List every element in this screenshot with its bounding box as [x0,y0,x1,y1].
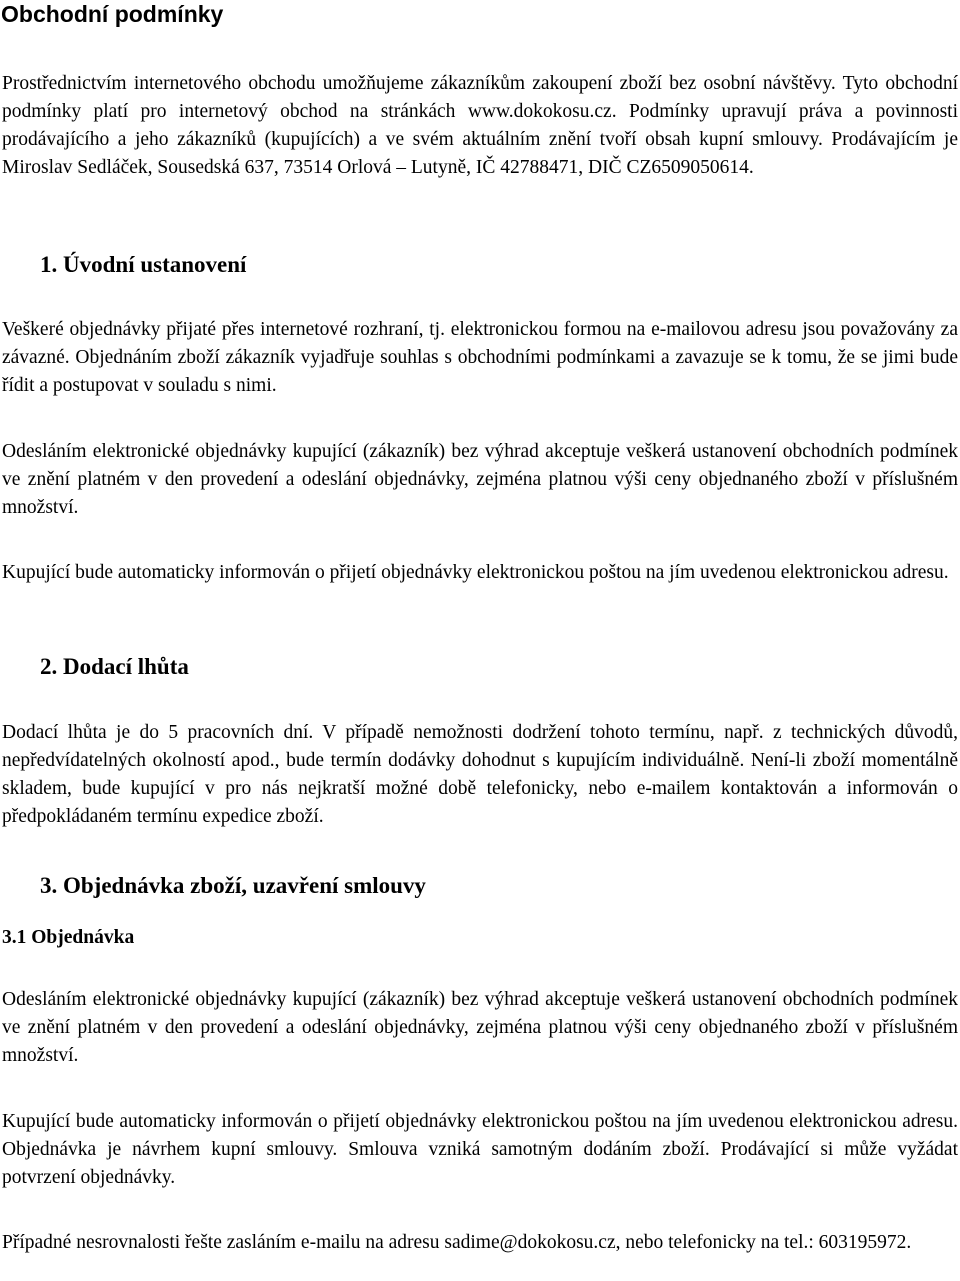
section-number: 1. [40,252,58,277]
section-number: 2. [40,654,58,679]
section-number: 3. [40,873,58,898]
section-3-paragraph-2: Kupující bude automaticky informován o přijetí objednávky elektronickou poštou na jím uvedenou elektronickou adresu. Objednávka je návrhem kupní smlouvy. Smlouva vzniká samotným dodáním zboží. Prodávající si může vyžádat potvrzení objednávky. [2,1111,958,1188]
section-1-paragraph-3: Kupující bude automaticky informován o přijetí objednávky elektronickou poštou na jím uvedenou elektronickou adresu. [2,562,949,583]
section-title: Úvodní ustanovení [63,252,247,277]
section-title: Dodací lhůta [63,654,189,679]
section-1-paragraph-2: Odesláním elektronické objednávky kupující (zákazník) bez výhrad akceptuje veškerá ustanovení obchodních podmínek ve znění platném v den provedení a odeslání objednávky, zejména platnou výši ceny objednaného zboží v příslušném množství. [2,441,958,518]
section-1-paragraph-1: Veškeré objednávky přijaté přes internetové rozhraní, tj. elektronickou formou na e-mailovou adresu jsou považovány za závazné. Objednáním zboží zákazník vyjadřuje souhlas s obchodními podmínkami a zavazuje se k tomu, že se jimi bude řídit a postupovat v souladu s nimi. [2,319,958,396]
section-3-paragraph-3: Případné nesrovnalosti řešte zasláním e-mailu na adresu sadime@dokokosu.cz, nebo telefonicky na tel.: 603195972. [2,1232,912,1253]
section-3-paragraph-1: Odesláním elektronické objednávky kupující (zákazník) bez výhrad akceptuje veškerá ustanovení obchodních podmínek ve znění platném v den provedení a odeslání objednávky, zejména platnou výši ceny objednaného zboží v příslušném množství. [2,989,958,1066]
section-title: Objednávka zboží, uzavření smlouvy [63,873,426,898]
section-heading-3 [40,871,960,901]
section-heading-2 [40,652,960,682]
subsection-heading: 3.1 Objednávka [2,927,135,948]
section-heading-1 [40,250,960,280]
intro-paragraph: Prostřednictvím internetového obchodu umožňujeme zákazníkům zakoupení zboží bez osobní návštěvy. Tyto obchodní podmínky platí pro internetový obchod na stránkách www.dokokosu.cz. Podmínky upravují práva a povinnosti prodávajícího a jeho zákazníků (kupujících) a ve svém aktuálním znění tvoří obsah kupní smlouvy. Prodávajícím je Miroslav Sedláček, Sousedská 637, 73514 Orlová – Lutyně, IČ 42788471, DIČ CZ6509050614. [2,73,958,178]
section-2-paragraph-1: Dodací lhůta je do 5 pracovních dní. V případě nemožnosti dodržení tohoto termínu, např. z technických důvodů, nepředvídatelných okolností apod., bude termín dodávky dohodnut s kupujícím individuálně. Není-li zboží momentálně skladem, bude kupující v pro nás nejkratší možné době telefonicky, nebo e-mailem kontaktován a informován o předpokládaném termínu expedice zboží. [2,722,958,827]
page-title: Obchodní podmínky [1,1,224,27]
